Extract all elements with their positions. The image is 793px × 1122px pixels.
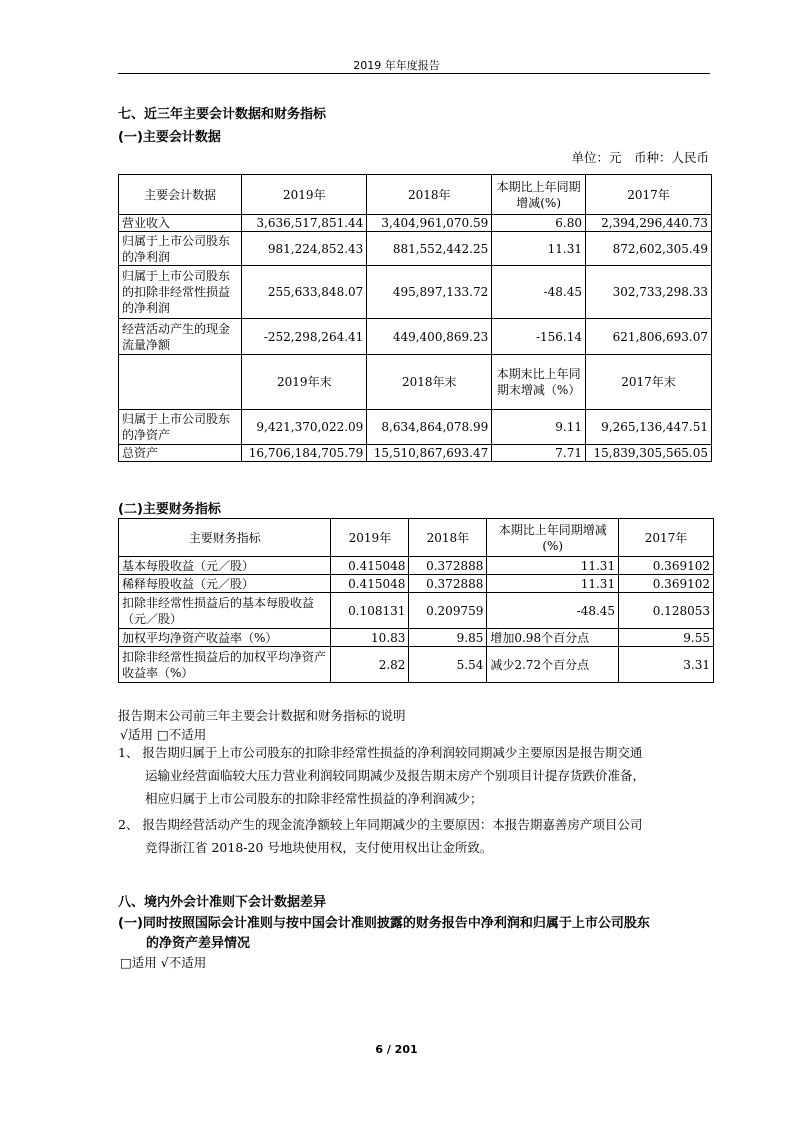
row-label: 营业收入 bbox=[119, 215, 242, 232]
value-2019: 2.82 bbox=[331, 647, 409, 683]
value-2018: 0.209759 bbox=[409, 593, 487, 629]
header-cell: 2017年末 bbox=[586, 355, 712, 410]
value-change: 6.80 bbox=[492, 215, 586, 232]
row-label: 归属于上市公司股东的扣除非经常性损益的净利润 bbox=[119, 266, 242, 319]
table-row bbox=[119, 445, 712, 462]
value-2018: 881,552,442.25 bbox=[367, 232, 492, 266]
header-cell: 2018年 bbox=[409, 519, 487, 557]
header-cell: 2017年 bbox=[586, 175, 712, 215]
section-7-subtitle-1: (一)主要会计数据 bbox=[118, 130, 221, 145]
table-row bbox=[119, 575, 714, 593]
value-2018: 9.85 bbox=[409, 629, 487, 647]
value-change: 7.71 bbox=[492, 445, 586, 462]
row-label: 扣除非经常性损益后的基本每股收益（元／股） bbox=[119, 593, 331, 629]
table-header-row bbox=[119, 175, 712, 215]
value-2018: 3,404,961,070.59 bbox=[367, 215, 492, 232]
value-2019: 0.415048 bbox=[331, 575, 409, 593]
value-2017: 3.31 bbox=[619, 647, 714, 683]
value-2018: 8,634,864,078.99 bbox=[367, 410, 492, 445]
table-header-row bbox=[119, 519, 714, 557]
value-2019: -252,298,264.41 bbox=[242, 319, 367, 355]
table-row bbox=[119, 647, 714, 683]
table-row bbox=[119, 266, 712, 319]
value-2018: 5.54 bbox=[409, 647, 487, 683]
header-cell bbox=[119, 355, 242, 410]
value-change: 11.31 bbox=[487, 557, 619, 575]
header-cell: 2019年末 bbox=[242, 355, 367, 410]
row-label: 基本每股收益（元／股） bbox=[119, 557, 331, 575]
value-change: -156.14 bbox=[492, 319, 586, 355]
row-label: 归属于上市公司股东的净资产 bbox=[119, 410, 242, 445]
row-label: 归属于上市公司股东的净利润 bbox=[119, 232, 242, 266]
section-7-title: 七、近三年主要会计数据和财务指标 bbox=[118, 107, 327, 122]
header-cell: 2019年 bbox=[242, 175, 367, 215]
value-2019: 16,706,184,705.79 bbox=[242, 445, 367, 462]
accounting-data-table bbox=[118, 174, 712, 462]
section-8-subtitle-line-1: (一)同时按照国际会计准则与按中国会计准则披露的财务报告中净利润和归属于上市公司股东 bbox=[118, 916, 650, 931]
note-2-line-2: 竞得浙江省 2018-20 号地块使用权，支付使用权出让金所致。 bbox=[145, 840, 493, 855]
value-2017: 15,839,305,565.05 bbox=[586, 445, 712, 462]
table-row bbox=[119, 629, 714, 647]
section-7-subtitle-2: (二)主要财务指标 bbox=[118, 502, 221, 517]
value-2018: 0.372888 bbox=[409, 575, 487, 593]
value-2017: 302,733,298.33 bbox=[586, 266, 712, 319]
header-cell: 2018年 bbox=[367, 175, 492, 215]
header-cell: 2019年 bbox=[331, 519, 409, 557]
value-2018: 449,400,869.23 bbox=[367, 319, 492, 355]
page-number: 6 / 201 bbox=[375, 1043, 418, 1056]
header-cell: 2018年末 bbox=[367, 355, 492, 410]
value-2018: 0.372888 bbox=[409, 557, 487, 575]
value-change: 9.11 bbox=[492, 410, 586, 445]
value-2019: 9,421,370,022.09 bbox=[242, 410, 367, 445]
table-row bbox=[119, 215, 712, 232]
value-2019: 0.415048 bbox=[331, 557, 409, 575]
header-cell: 2017年 bbox=[619, 519, 714, 557]
value-2017: 2,394,296,440.73 bbox=[586, 215, 712, 232]
value-2017: 0.369102 bbox=[619, 575, 714, 593]
value-2019: 255,633,848.07 bbox=[242, 266, 367, 319]
value-2017: 0.128053 bbox=[619, 593, 714, 629]
value-2018: 495,897,133.72 bbox=[367, 266, 492, 319]
value-change: 11.31 bbox=[492, 232, 586, 266]
report-header-title: 2019 年年度报告 bbox=[353, 59, 440, 72]
value-2019: 3,636,517,851.44 bbox=[242, 215, 367, 232]
table-row bbox=[119, 410, 712, 445]
header-cell: 本期末比上年同期末增减（%） bbox=[492, 355, 586, 410]
value-change: -48.45 bbox=[487, 593, 619, 629]
table-row bbox=[119, 319, 712, 355]
header-cell: 本期比上年同期增减(%) bbox=[487, 519, 619, 557]
row-label: 扣除非经常性损益后的加权平均净资产收益率（%） bbox=[119, 647, 331, 683]
note-2-line-1: 2、 报告期经营活动产生的现金流净额较上年同期减少的主要原因：本报告期嘉善房产项目公司 bbox=[118, 817, 643, 832]
value-change: 减少2.72个百分点 bbox=[487, 647, 619, 683]
header-divider bbox=[118, 73, 710, 74]
note-1-line-3: 相应归属于上市公司股东的扣除非经常性损益的净利润减少； bbox=[145, 791, 483, 806]
value-2019: 10.83 bbox=[331, 629, 409, 647]
value-2017: 9,265,136,447.51 bbox=[586, 410, 712, 445]
row-label: 稀释每股收益（元／股） bbox=[119, 575, 331, 593]
header-cell: 本期比上年同期增减(%) bbox=[492, 175, 586, 215]
unit-currency-note: 单位：元 币种：人民币 bbox=[571, 150, 709, 165]
note-1-line-1: 1、 报告期归属于上市公司股东的扣除非经常性损益的净利润较同期减少主要原因是报告期交通 bbox=[118, 745, 643, 760]
value-2017: 621,806,693.07 bbox=[586, 319, 712, 355]
value-change: 11.31 bbox=[487, 575, 619, 593]
value-change: -48.45 bbox=[492, 266, 586, 319]
table-subheader-row bbox=[119, 355, 712, 410]
row-label: 加权平均净资产收益率（%） bbox=[119, 629, 331, 647]
note-title: 报告期末公司前三年主要会计数据和财务指标的说明 bbox=[118, 708, 406, 723]
note-applicability: √适用 □不适用 bbox=[120, 727, 207, 742]
note-1-line-2: 运输业经营面临较大压力营业利润较同期减少及报告期末房产个别项目计提存货跌价准备， bbox=[145, 768, 646, 783]
section-8-title: 八、境内外会计准则下会计数据差异 bbox=[118, 895, 327, 910]
section-8-subtitle-line-2: 的净资产差异情况 bbox=[146, 936, 251, 951]
header-cell: 主要会计数据 bbox=[119, 175, 242, 215]
table-row bbox=[119, 593, 714, 629]
row-label: 经营活动产生的现金流量净额 bbox=[119, 319, 242, 355]
value-change: 增加0.98个百分点 bbox=[487, 629, 619, 647]
value-2019: 0.108131 bbox=[331, 593, 409, 629]
value-2019: 981,224,852.43 bbox=[242, 232, 367, 266]
financial-indicator-table bbox=[118, 518, 714, 683]
table-row bbox=[119, 557, 714, 575]
value-2017: 9.55 bbox=[619, 629, 714, 647]
value-2017: 872,602,305.49 bbox=[586, 232, 712, 266]
table-row bbox=[119, 232, 712, 266]
value-2018: 15,510,867,693.47 bbox=[367, 445, 492, 462]
row-label: 总资产 bbox=[119, 445, 242, 462]
section-8-applicability: □适用 √不适用 bbox=[120, 955, 207, 970]
value-2017: 0.369102 bbox=[619, 557, 714, 575]
header-cell: 主要财务指标 bbox=[119, 519, 331, 557]
